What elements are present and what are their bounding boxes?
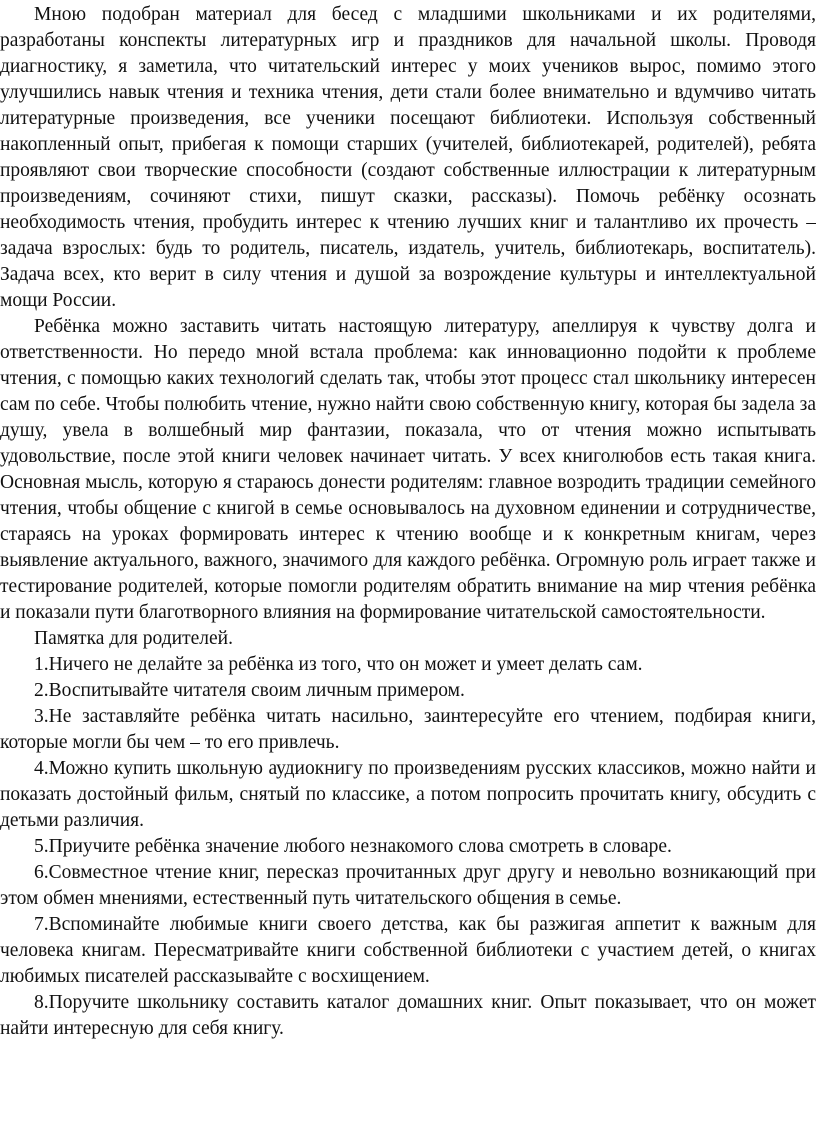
memo-item-7: 7.Вспоминайте любимые книги своего детства, как бы разжигая аппетит к важным для человека книгам. Пересматривайте книги собственной библиотеки с участием детей, о книгах любимых писателей рассказывайте с восхищением. (0, 914, 816, 987)
memo-item-4: 4.Можно купить школьную аудиокнигу по произведениям русских классиков, можно найти и показать достойный фильм, снятый по классике, а потом попросить прочитать книгу, обсудить с детьми различия. (0, 758, 816, 831)
memo-item-8: 8.Поручите школьнику составить каталог домашних книг. Опыт показывает, что он может найти интересную для себя книгу. (0, 992, 816, 1039)
document-body (0, 2, 816, 1042)
memo-item-2: 2.Воспитывайте читателя своим личным примером. (34, 680, 465, 701)
memo-item-3: 3.Не заставляйте ребёнка читать насильно, заинтересуйте его чтением, подбирая книги, которые могли бы чем – то его привлечь. (0, 706, 816, 753)
paragraph-family-reading: Ребёнка можно заставить читать настоящую литературу, апеллируя к чувству долга и ответственности. Но передо мной встала проблема: как инновационно подойти к проблеме чтения, с помощью каких технологий сделать так, чтобы этот процесс стал школьнику интересен сам по себе. Чтобы полюбить чтение, нужно найти свою собственную книгу, которая бы задела за душу, увела в волшебный мир фантазии, показала, что от чтения можно испытывать удовольствие, после этой книги человек начинает читать. У всех книголюбов есть такая книга. Основная мысль, которую я стараюсь донести родителям: главное возродить традиции семейного чтения, чтобы общение с книгой в семье основывалось на духовном единении и сотрудничестве, стараясь на уроках формировать интерес к чтению вообще и к конкретным книгам, через выявление актуального, важного, значимого для каждого ребёнка. Огромную роль играет также и тестирование родителей, которые помогли родителям обратить внимание на мир чтения ребёнка и показали пути благотворного влияния на формирование читательской самостоятельности. (0, 316, 816, 623)
memo-item-6: 6.Совместное чтение книг, пересказ прочитанных друг другу и невольно возникающий при этом обмен мнениями, естественный путь читательского общения в семье. (0, 862, 816, 909)
memo-title: Памятка для родителей. (34, 628, 233, 649)
paragraph-reading-interest: Мною подобран материал для бесед с младшими школьниками и их родителями, разработаны конспекты литературных игр и праздников для начальной школы. Проводя диагностику, я заметила, что читательский интерес у моих учеников вырос, помимо этого улучшились навык чтения и техника чтения, дети стали более внимательно и вдумчиво читать литературные произведения, все ученики посещают библиотеки. Используя собственный накопленный опыт, прибегая к помощи старших (учителей, библиотекарей, родителей), ребята проявляют свои творческие способности (создают собственные иллюстрации к литературным произведениям, сочиняют стихи, пишут сказки, рассказы). Помочь ребёнку осознать необходимость чтения, пробудить интерес к чтению лучших книг и талантливо их прочесть – задача взрослых: будь то родитель, писатель, издатель, учитель, библиотекарь, воспитатель). Задача всех, кто верит в силу чтения и душой за возрождение культуры и интеллектуальной мощи России. (0, 4, 816, 311)
memo-item-5: 5.Приучите ребёнка значение любого незнакомого слова смотреть в словаре. (34, 836, 672, 857)
memo-item-1: 1.Ничего не делайте за ребёнка из того, что он может и умеет делать сам. (34, 654, 643, 675)
